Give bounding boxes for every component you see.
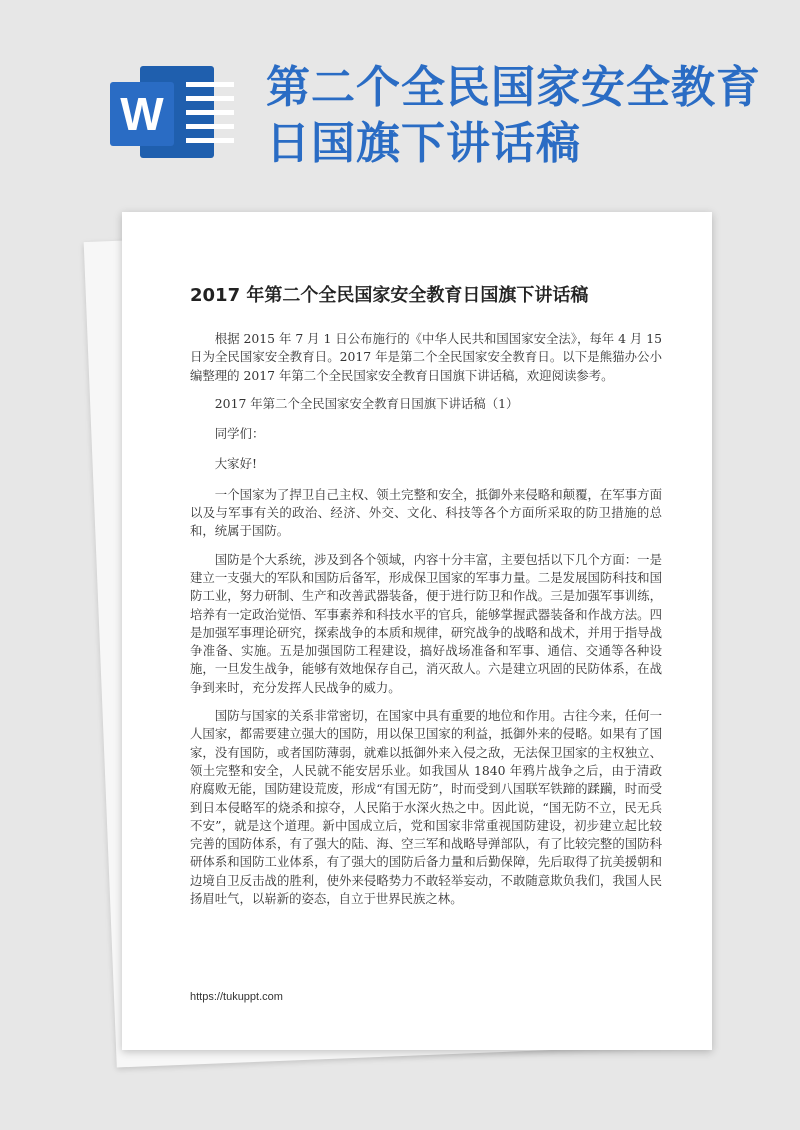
word-icon-line <box>186 138 234 143</box>
body-paragraph: 国防与国家的关系非常密切，在国家中具有重要的地位和作用。古往今来，任何一人国家，都需要建立强大的国防，用以保卫国家的利益，抵御外来的侵略。如果有了国家，没有国防，或者国防薄弱，就难以抵御外来入侵之敌，无法保卫国家的主权独立、领土完整和安全，人民就不能安居乐业。如我国从 1840 年鸦片战争之后，由于清政府腐败无能，国防建设荒废，形成“有国无防”，时而受到八国联军铁蹄的蹂躏，时而受到日本侵略军的烧杀和掠夺，人民陷于水深火热之中。因此说，“国无防不立，民无兵不安”，就是这个道理。新中国成立后，党和国家非常重视国防建设，初步建立起比较完善的国防体系，有了强大的陆、海、空三军和战略导弹部队，有了比较完整的国防科研体系和国防工业体系，有了强大的国防后备力量和后勤保障，先后取得了抗美援朝和边境自卫反击战的胜利，使外来侵略势力不敢轻举妄动，不敢随意欺负我们，我国人民扬眉吐气，以崭新的姿态，自立于世界民族之林。 <box>190 708 662 907</box>
document-body <box>190 330 662 918</box>
intro-paragraph: 根据 2015 年 7 月 1 日公布施行的《中华人民共和国国家安全法》，每年 4 月 15 日为全民国家安全教育日。2017 年是第二个全民国家安全教育日。以下是熊猫办公小编整理的 2017 年第二个全民国家安全教育日国旗下讲话稿，欢迎阅读参考。 <box>190 331 662 383</box>
document-page <box>122 212 712 1050</box>
word-icon-badge: W <box>110 82 174 146</box>
word-icon-line <box>186 110 234 115</box>
page-title: 第二个全民国家安全教育日国旗下讲话稿 <box>266 62 761 169</box>
word-icon-line <box>186 82 234 87</box>
greeting-classmates: 同学们： <box>214 426 265 442</box>
source-url[interactable]: https://tukuppt.com <box>190 991 283 1003</box>
word-icon-line <box>186 96 234 101</box>
word-document-icon <box>110 62 215 162</box>
section-title: 2017 年第二个全民国家安全教育日国旗下讲话稿（1） <box>214 395 519 411</box>
document-heading: 2017 年第二个全民国家安全教育日国旗下讲话稿 <box>190 285 589 306</box>
word-icon-line <box>186 124 234 129</box>
body-paragraph: 国防是个大系统，涉及到各个领域，内容十分丰富，主要包括以下几个方面：一是建立一支强大的军队和国防后备军，形成保卫国家的军事力量。二是发展国防科技和国防工业，努力研制、生产和改善武器装备，便于进行防卫和作战。三是加强军事训练，培养有一定政治觉悟、军事素养和科技水平的官兵，能够掌握武器装备和作战方法。四是加强军事理论研究，探索战争的本质和规律，研究战争的战略和战术，并用于指导战争准备、实施。五是加强国防工程建设，搞好战场准备和军事、通信、交通等各种设施，一旦发生战争，能够有效地保存自己，消灭敌人。六是建立巩固的民防体系，在战争到来时，充分发挥人民战争的威力。 <box>190 551 662 695</box>
greeting-everyone: 大家好! <box>214 456 257 472</box>
body-paragraph: 一个国家为了捍卫自己主权、领土完整和安全，抵御外来侵略和颠覆，在军事方面以及与军事有关的政治、经济、外交、文化、科技等各个方面所采取的防卫措施的总和，统属于国防。 <box>190 486 662 539</box>
